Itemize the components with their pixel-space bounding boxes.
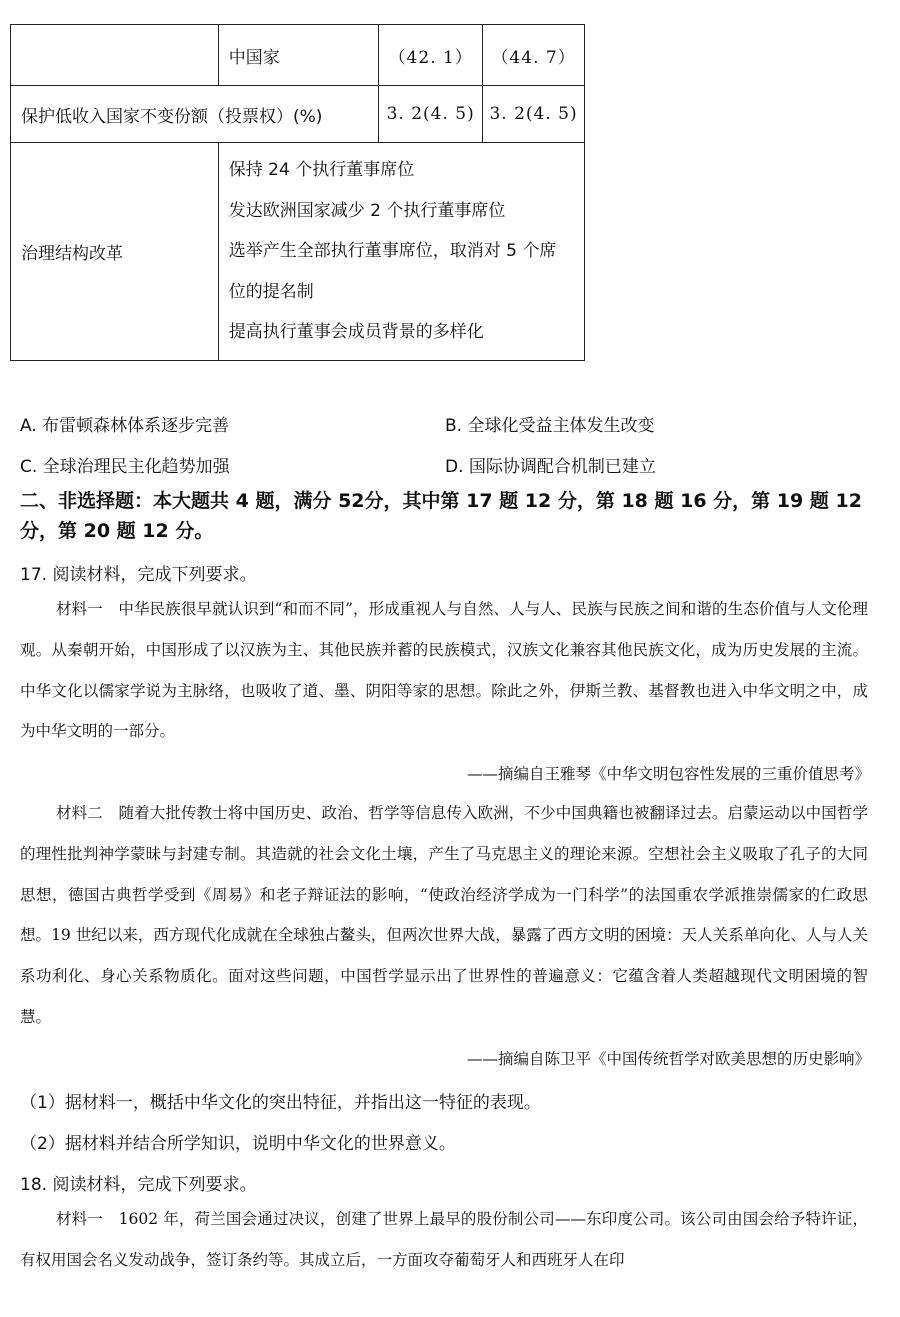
- reform-line: 发达欧洲国家减少 2 个执行董事席位: [228, 200, 506, 221]
- option-b: B. 全球化受益主体发生改变: [445, 416, 655, 436]
- material-2: [20, 793, 868, 1038]
- table-row: [11, 86, 585, 143]
- reform-line: 提高执行董事会成员背景的多样化: [228, 322, 484, 343]
- material-1: [20, 589, 868, 752]
- sub-question-2: （2）据材料并结合所学知识，说明中华文化的世界意义。: [20, 1134, 456, 1154]
- question-17-title: 17. 阅读材料，完成下列要求。: [20, 565, 257, 585]
- option-c: C. 全球治理民主化趋势加强: [20, 457, 230, 477]
- table-row: [11, 25, 585, 86]
- table-cell: 保护低收入国家不变份额（投票权）(%): [11, 86, 379, 143]
- material-2-source: ——摘编自陈卫平《中国传统哲学对欧美思想的历史影响》: [466, 1050, 870, 1068]
- reform-line: 位的提名制: [228, 281, 314, 302]
- table-cell: [11, 25, 219, 86]
- question-18-title: 18. 阅读材料，完成下列要求。: [20, 1175, 257, 1195]
- table-cell: （42. 1）: [379, 25, 483, 86]
- option-d: D. 国际协调配合机制已建立: [445, 457, 656, 477]
- table-cell: （44. 7）: [483, 25, 585, 86]
- section-heading: 二、非选择题：本大题共 4 题，满分 52分，其中第 17 题 12 分，第 18 题 16 分，第 19 题 12 分，第 20 题 12 分。: [20, 490, 862, 542]
- option-a: A. 布雷顿森林体系逐步完善: [20, 416, 230, 436]
- material-1-source: ——摘编自王雅琴《中华文明包容性发展的三重价值思考》: [466, 765, 870, 783]
- sub-question-1: （1）据材料一，概括中华文化的突出特征，并指出这一特征的表现。: [20, 1093, 541, 1113]
- table-cell: 中国家: [218, 25, 378, 86]
- imf-reform-table: [10, 24, 585, 361]
- reform-line: 选举产生全部执行董事席位，取消对 5 个席: [228, 241, 557, 262]
- table-row: [11, 143, 585, 361]
- reform-line: 保持 24 个执行董事席位: [228, 160, 415, 181]
- material-text: 材料一 中华民族很早就认识到“和而不同”，形成重视人与自然、人与人、民族与民族之间和谐的生态价值与人文伦理观。从秦朝开始，中国形成了以汉族为主、其他民族并蓄的民族模式，汉族文化兼容其他民族文化，成为历史发展的主流。中华文化以儒家学说为主脉络，也吸收了道、墨、阴阳等家的思想。除此之外，伊斯兰教、基督教也进入中华文明之中，成为中华文明的一部分。: [20, 600, 868, 741]
- material-18-1: [20, 1199, 868, 1281]
- material-text: 材料一 1602 年，荷兰国会通过决议，创建了世界上最早的股份制公司——东印度公司。该公司由国会给予特许证，有权用国会名义发动战争，签订条约等。其成立后，一方面攻夺葡萄牙人和西班牙人在印: [20, 1210, 868, 1269]
- table-cell: 治理结构改革: [11, 143, 219, 361]
- table-cell: 3. 2(4. 5): [483, 86, 585, 143]
- table-cell: [218, 143, 584, 361]
- table-cell: 3. 2(4. 5): [379, 86, 483, 143]
- material-text: 材料二 随着大批传教士将中国历史、政治、哲学等信息传入欧洲，不少中国典籍也被翻译过去。启蒙运动以中国哲学的理性批判神学蒙昧与封建专制。其造就的社会文化土壤，产生了马克思主义的理论来源。空想社会主义吸取了孔子的大同思想，德国古典哲学受到《周易》和老子辩证法的影响，“使政治经济学成为一门科学”的法国重农学派推崇儒家的仁政思想。19 世纪以来，西方现代化成就在全球独占鳌头，但两次世界大战，暴露了西方文明的困境：天人关系单向化、人与人关系功利化、身心关系物质化。面对这些问题，中国哲学显示出了世界性的普遍意义：它蕴含着人类超越现代文明困境的智慧。: [20, 804, 868, 1026]
